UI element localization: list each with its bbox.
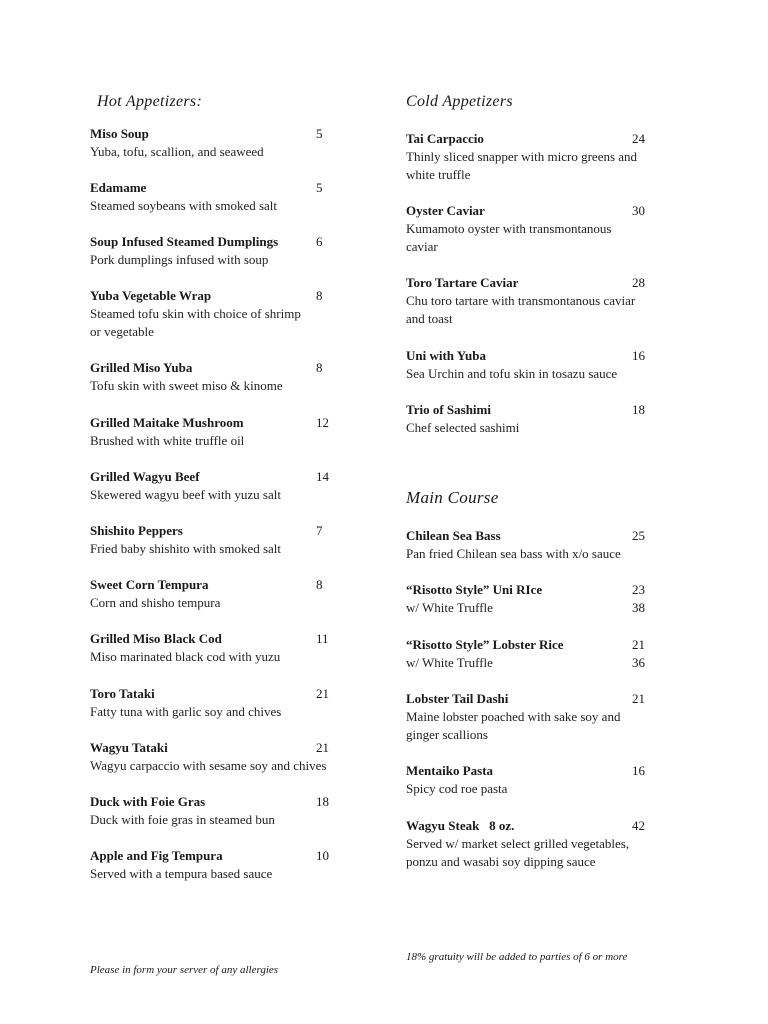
item-price: 11: [316, 631, 329, 646]
item-description: Chef selected sashimi: [406, 420, 520, 435]
item-price: 14: [316, 469, 329, 484]
item-name: Mentaiko Pasta: [406, 763, 494, 778]
gratuity-note: 18% gratuity will be added to parties of 6 or more: [406, 951, 628, 963]
hot-appetizers-heading: Hot Appetizers:: [97, 93, 203, 110]
allergy-note: Please in form your server of any allergies: [90, 964, 279, 976]
menu-item: [406, 401, 706, 437]
menu-item: [90, 287, 360, 341]
item-description: Spicy cod roe pasta: [406, 781, 508, 796]
item-name: Trio of Sashimi: [406, 402, 491, 417]
item-name: Apple and Fig Tempura: [90, 848, 223, 863]
item-name: Chilean Sea Bass: [406, 528, 501, 543]
item-description: Pork dumplings infused with soup: [90, 252, 269, 267]
item-description: Kumamoto oyster with transmontanous: [406, 221, 612, 236]
item-name: Edamame: [90, 180, 147, 195]
menu-item: [406, 202, 706, 256]
item-description-line-2: and toast: [406, 311, 453, 326]
item-name: Oyster Caviar: [406, 203, 485, 218]
item-description: Maine lobster poached with sake soy and: [406, 709, 621, 724]
item-description-line-2: ginger scallions: [406, 727, 488, 742]
menu-item: [406, 274, 706, 328]
item-name: Wagyu Tataki: [90, 740, 168, 755]
item-price: 16: [632, 348, 645, 363]
item-price: 28: [632, 275, 645, 290]
item-description: w/ White Truffle: [406, 655, 493, 670]
item-description: Fatty tuna with garlic soy and chives: [90, 704, 282, 719]
item-price: 21: [316, 686, 329, 701]
menu-item: [406, 690, 706, 744]
menu-item: [90, 793, 360, 829]
item-price-with-truffle: 36: [632, 655, 645, 670]
item-price: 21: [632, 691, 645, 706]
item-price: 21: [316, 740, 329, 755]
item-price: 25: [632, 528, 645, 543]
item-name: Soup Infused Steamed Dumplings: [90, 234, 279, 249]
item-description: Duck with foie gras in steamed bun: [90, 812, 275, 827]
item-price-with-truffle: 38: [632, 600, 645, 615]
menu-item: [90, 522, 360, 558]
item-description: Thinly sliced snapper with micro greens and: [406, 149, 638, 164]
item-name: Duck with Foie Gras: [90, 794, 206, 809]
menu-item: [90, 125, 360, 161]
menu-item: [90, 847, 360, 883]
item-name: “Risotto Style” Uni RIce: [406, 582, 543, 597]
item-name: Grilled Miso Yuba: [90, 360, 193, 375]
item-name: Wagyu Steak 8 oz.: [406, 818, 515, 833]
item-name: Uni with Yuba: [406, 348, 486, 363]
menu-item: [90, 233, 360, 269]
item-name: Toro Tartare Caviar: [406, 275, 519, 290]
item-description: Chu toro tartare with transmontanous caviar: [406, 293, 636, 308]
item-description: Steamed tofu skin with choice of shrimp: [90, 306, 301, 321]
item-price: 18: [316, 794, 329, 809]
item-name: Lobster Tail Dashi: [406, 691, 509, 706]
item-price: 12: [316, 415, 329, 430]
item-price: 8: [316, 360, 323, 375]
menu-item: [90, 359, 360, 395]
item-price: 8: [316, 288, 323, 303]
menu-item: [406, 636, 706, 672]
item-description: Corn and shisho tempura: [90, 595, 221, 610]
item-description: Steamed soybeans with smoked salt: [90, 198, 278, 213]
item-price: 42: [632, 818, 645, 833]
item-price: 8: [316, 577, 323, 592]
menu-item: [406, 527, 706, 563]
menu-item: [406, 762, 706, 798]
item-price: 7: [316, 523, 323, 538]
item-name: Shishito Peppers: [90, 523, 183, 538]
item-name: Toro Tataki: [90, 686, 155, 701]
menu-item: [90, 685, 360, 721]
item-price: 5: [316, 180, 323, 195]
item-description-line-2: ponzu and wasabi soy dipping sauce: [406, 854, 596, 869]
menu-item: [406, 347, 706, 383]
item-description: Pan fried Chilean sea bass with x/o sauce: [406, 546, 621, 561]
menu-item: [90, 468, 360, 504]
item-price: 6: [316, 234, 323, 249]
menu-item: [90, 739, 360, 775]
item-description-line-2: caviar: [406, 239, 438, 254]
item-name: Grilled Maitake Mushroom: [90, 415, 244, 430]
item-price: 30: [632, 203, 645, 218]
item-description: Served w/ market select grilled vegetables,: [406, 836, 630, 851]
item-description: Brushed with white truffle oil: [90, 433, 245, 448]
menu-item: [90, 630, 360, 666]
menu-item: [90, 179, 360, 215]
cold-appetizers-heading: Cold Appetizers: [406, 93, 513, 110]
item-description: Served with a tempura based sauce: [90, 866, 273, 881]
item-price: 10: [316, 848, 329, 863]
item-name: Tai Carpaccio: [406, 131, 484, 146]
item-description: Wagyu carpaccio with sesame soy and chives: [90, 758, 327, 773]
item-price: 16: [632, 763, 645, 778]
item-name: Grilled Miso Black Cod: [90, 631, 222, 646]
item-description: Yuba, tofu, scallion, and seaweed: [90, 144, 264, 159]
menu-item: [406, 817, 706, 871]
menu-item: [406, 130, 706, 184]
item-price: 23: [632, 582, 645, 597]
item-description: Tofu skin with sweet miso & kinome: [90, 378, 283, 393]
item-description: Miso marinated black cod with yuzu: [90, 649, 281, 664]
item-description-line-2: white truffle: [406, 167, 471, 182]
item-description: Fried baby shishito with smoked salt: [90, 541, 282, 556]
item-description: Skewered wagyu beef with yuzu salt: [90, 487, 281, 502]
item-name: “Risotto Style” Lobster Rice: [406, 637, 564, 652]
item-name: Sweet Corn Tempura: [90, 577, 209, 592]
menu-item: [90, 576, 360, 612]
main-course-heading: Main Course: [406, 488, 499, 507]
item-description: Sea Urchin and tofu skin in tosazu sauce: [406, 366, 618, 381]
menu-item: [406, 581, 706, 617]
item-name: Yuba Vegetable Wrap: [90, 288, 212, 303]
item-name: Miso Soup: [90, 126, 149, 141]
item-description-line-2: or vegetable: [90, 324, 154, 339]
item-price: 18: [632, 402, 645, 417]
item-price: 24: [632, 131, 645, 146]
menu-item: [90, 414, 360, 450]
item-price: 5: [316, 126, 323, 141]
item-price: 21: [632, 637, 645, 652]
item-description: w/ White Truffle: [406, 600, 493, 615]
item-name: Grilled Wagyu Beef: [90, 469, 200, 484]
